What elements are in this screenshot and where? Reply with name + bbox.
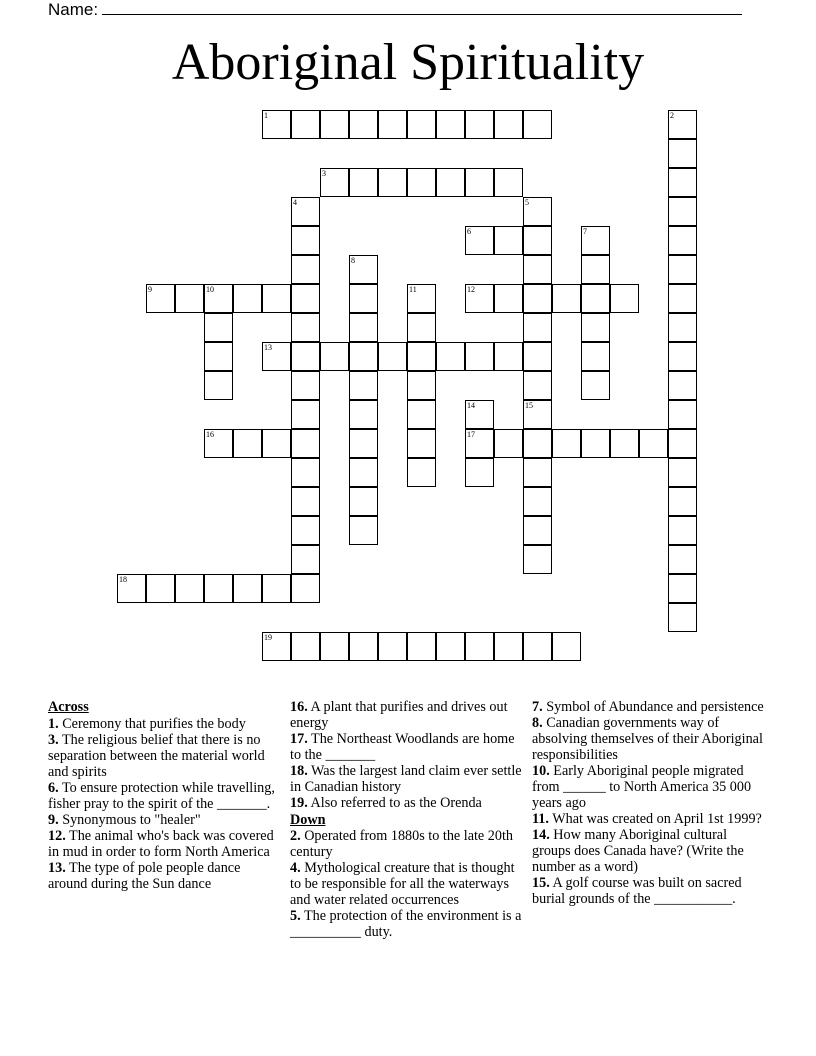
grid-cell[interactable] — [552, 429, 581, 458]
grid-cell[interactable] — [291, 197, 320, 226]
grid-cell[interactable] — [668, 313, 697, 342]
grid-cell[interactable] — [407, 458, 436, 487]
clue-across-1: 1. Ceremony that purifies the body — [48, 715, 246, 732]
grid-cell[interactable] — [494, 284, 523, 313]
grid-cell[interactable] — [523, 371, 552, 400]
grid-cell[interactable] — [349, 313, 378, 342]
grid-cell[interactable] — [523, 487, 552, 516]
clue-across-18: 18. Was the largest land claim ever settle in Canadian history — [290, 763, 522, 795]
grid-cell[interactable] — [349, 255, 378, 284]
grid-cell[interactable] — [465, 168, 494, 197]
grid-cell[interactable] — [175, 574, 204, 603]
down-heading: Down — [290, 811, 326, 828]
clue-number: 8 — [351, 256, 355, 265]
clue-across-12: 12. The animal who's back was covered in mud in order to form North America — [48, 828, 274, 861]
grid-cell[interactable] — [291, 110, 320, 139]
clues-column-1 — [48, 700, 278, 894]
grid-cell[interactable] — [291, 545, 320, 574]
grid-cell[interactable] — [494, 342, 523, 371]
clue-number: 13 — [264, 343, 272, 352]
grid-cell[interactable] — [291, 632, 320, 661]
grid-cell[interactable] — [523, 429, 552, 458]
grid-cell[interactable] — [639, 429, 668, 458]
grid-cell[interactable] — [465, 226, 494, 255]
clue-across-3: 3. The religious belief that there is no separation between the material world and spirits — [48, 732, 265, 780]
grid-cell[interactable] — [291, 429, 320, 458]
grid-cell[interactable] — [581, 429, 610, 458]
clue-down-11: 11. What was created on April 1st 1999? — [532, 811, 762, 828]
clue-down-15: 15. A golf course was built on sacred burial grounds of the ___________. — [532, 875, 742, 908]
clue-number: 9 — [148, 285, 152, 294]
grid-cell[interactable] — [291, 226, 320, 255]
grid-cell[interactable] — [349, 400, 378, 429]
clue-down-7: 7. Symbol of Abundance and persistence — [532, 699, 764, 715]
clue-number: 18 — [119, 575, 127, 584]
grid-cell[interactable] — [117, 574, 146, 603]
grid-cell[interactable] — [523, 545, 552, 574]
grid-cell[interactable] — [668, 458, 697, 487]
grid-cell[interactable] — [407, 313, 436, 342]
clue-number: 2 — [670, 111, 674, 120]
grid-cell[interactable] — [552, 632, 581, 661]
grid-cell[interactable] — [378, 632, 407, 661]
clue-number: 12 — [467, 285, 475, 294]
grid-cell[interactable] — [610, 429, 639, 458]
clue-number: 4 — [293, 198, 297, 207]
grid-cell[interactable] — [349, 458, 378, 487]
grid-cell[interactable] — [291, 255, 320, 284]
grid-cell[interactable] — [233, 429, 262, 458]
grid-cell[interactable] — [146, 284, 175, 313]
clue-down-10: 10. Early Aboriginal people migrated from ______ to North America 35 000 years ago — [532, 763, 752, 811]
clues-column-2 — [290, 700, 522, 941]
grid-cell[interactable] — [668, 371, 697, 400]
clue-down-14: 14. How many Aboriginal cultural groups does Canada have? (Write the number as a word) — [532, 827, 744, 875]
grid-cell[interactable] — [436, 110, 465, 139]
grid-cell[interactable] — [349, 342, 378, 371]
grid-cell[interactable] — [668, 255, 697, 284]
grid-cell[interactable] — [233, 574, 262, 603]
grid-cell[interactable] — [291, 371, 320, 400]
grid-cell[interactable] — [668, 110, 697, 139]
grid-cell[interactable] — [262, 110, 291, 139]
clue-number: 17 — [467, 430, 475, 439]
grid-cell[interactable] — [523, 516, 552, 545]
clue-number: 15 — [525, 401, 533, 410]
grid-cell[interactable] — [523, 342, 552, 371]
grid-cell[interactable] — [378, 110, 407, 139]
grid-cell[interactable] — [320, 110, 349, 139]
grid-cell[interactable] — [581, 284, 610, 313]
grid-cell[interactable] — [465, 110, 494, 139]
grid-cell[interactable] — [668, 574, 697, 603]
clue-number: 14 — [467, 401, 475, 410]
grid-cell[interactable] — [523, 255, 552, 284]
grid-cell[interactable] — [494, 110, 523, 139]
clue-down-4: 4. Mythological creature that is thought to be responsible for all the waterways and water related occurrences — [290, 860, 515, 909]
grid-cell[interactable] — [291, 487, 320, 516]
grid-cell[interactable] — [523, 197, 552, 226]
grid-cell[interactable] — [378, 168, 407, 197]
grid-cell[interactable] — [668, 400, 697, 429]
clue-number: 3 — [322, 169, 326, 178]
grid-cell[interactable] — [436, 168, 465, 197]
grid-cell[interactable] — [523, 110, 552, 139]
grid-cell[interactable] — [407, 632, 436, 661]
grid-cell[interactable] — [494, 226, 523, 255]
clue-number: 16 — [206, 430, 214, 439]
grid-cell[interactable] — [552, 284, 581, 313]
grid-cell[interactable] — [581, 255, 610, 284]
grid-cell[interactable] — [523, 458, 552, 487]
grid-cell[interactable] — [262, 632, 291, 661]
grid-cell[interactable] — [465, 429, 494, 458]
clue-number: 1 — [264, 111, 268, 120]
grid-cell[interactable] — [668, 429, 697, 458]
grid-cell[interactable] — [262, 342, 291, 371]
grid-cell[interactable] — [407, 342, 436, 371]
grid-cell[interactable] — [262, 284, 291, 313]
grid-cell[interactable] — [349, 284, 378, 313]
clue-across-9: 9. Synonymous to "healer" — [48, 812, 201, 829]
grid-cell[interactable] — [581, 371, 610, 400]
grid-cell[interactable] — [291, 313, 320, 342]
grid-cell[interactable] — [436, 342, 465, 371]
clue-across-16: 16. A plant that purifies and drives out energy — [290, 699, 508, 731]
grid-cell[interactable] — [233, 284, 262, 313]
grid-cell[interactable] — [262, 429, 291, 458]
grid-cell[interactable] — [204, 342, 233, 371]
grid-cell[interactable] — [668, 487, 697, 516]
grid-cell[interactable] — [320, 342, 349, 371]
grid-cell[interactable] — [349, 168, 378, 197]
grid-cell[interactable] — [523, 284, 552, 313]
grid-cell[interactable] — [668, 545, 697, 574]
grid-cell[interactable] — [465, 458, 494, 487]
clue-number: 19 — [264, 633, 272, 642]
grid-cell[interactable] — [523, 313, 552, 342]
grid-cell[interactable] — [465, 342, 494, 371]
grid-cell[interactable] — [523, 400, 552, 429]
grid-cell[interactable] — [668, 516, 697, 545]
grid-cell[interactable] — [407, 371, 436, 400]
grid-cell[interactable] — [204, 574, 233, 603]
clue-across-13: 13. The type of pole people dance around during the Sun dance — [48, 860, 241, 893]
grid-cell[interactable] — [204, 429, 233, 458]
grid-cell[interactable] — [407, 400, 436, 429]
across-heading: Across — [48, 699, 89, 715]
clue-number: 10 — [206, 285, 214, 294]
grid-cell[interactable] — [291, 458, 320, 487]
grid-cell[interactable] — [407, 284, 436, 313]
grid-cell[interactable] — [378, 342, 407, 371]
grid-cell[interactable] — [668, 342, 697, 371]
grid-cell[interactable] — [175, 284, 204, 313]
grid-cell[interactable] — [610, 284, 639, 313]
grid-cell[interactable] — [668, 197, 697, 226]
grid-cell[interactable] — [204, 371, 233, 400]
grid-cell[interactable] — [204, 313, 233, 342]
clue-number: 7 — [583, 227, 587, 236]
grid-cell[interactable] — [291, 342, 320, 371]
grid-cell[interactable] — [494, 429, 523, 458]
grid-cell[interactable] — [581, 342, 610, 371]
grid-cell[interactable] — [407, 110, 436, 139]
grid-cell[interactable] — [523, 226, 552, 255]
grid-cell[interactable] — [494, 168, 523, 197]
grid-cell[interactable] — [668, 603, 697, 632]
grid-cell[interactable] — [494, 632, 523, 661]
grid-cell[interactable] — [668, 139, 697, 168]
clue-number: 5 — [525, 198, 529, 207]
grid-cell[interactable] — [146, 574, 175, 603]
grid-cell[interactable] — [262, 574, 291, 603]
grid-cell[interactable] — [291, 284, 320, 313]
grid-cell[interactable] — [436, 632, 465, 661]
grid-cell[interactable] — [581, 226, 610, 255]
page-title: Aboriginal Spirituality — [171, 34, 645, 91]
clue-number: 11 — [409, 285, 417, 294]
grid-cell[interactable] — [465, 400, 494, 429]
grid-cell[interactable] — [291, 516, 320, 545]
clue-down-8: 8. Canadian governments way of absolving themselves of their Aboriginal responsibilities — [532, 715, 763, 763]
grid-cell[interactable] — [349, 516, 378, 545]
grid-cell[interactable] — [349, 632, 378, 661]
clue-across-17: 17. The Northeast Woodlands are home to the _______ — [290, 731, 515, 763]
grid-cell[interactable] — [407, 429, 436, 458]
grid-cell[interactable] — [320, 632, 349, 661]
clue-number: 6 — [467, 227, 471, 236]
grid-cell[interactable] — [668, 168, 697, 197]
grid-cell[interactable] — [291, 574, 320, 603]
grid-cell[interactable] — [204, 284, 233, 313]
grid-cell[interactable] — [349, 429, 378, 458]
grid-cell[interactable] — [291, 400, 320, 429]
grid-cell[interactable] — [465, 632, 494, 661]
grid-cell[interactable] — [581, 313, 610, 342]
clue-across-19: 19. Also referred to as the Orenda — [290, 795, 482, 812]
grid-cell[interactable] — [349, 110, 378, 139]
clue-down-2: 2. Operated from 1880s to the late 20th century — [290, 828, 514, 861]
grid-cell[interactable] — [349, 487, 378, 516]
grid-cell[interactable] — [320, 168, 349, 197]
grid-cell[interactable] — [465, 284, 494, 313]
clue-down-5: 5. The protection of the environment is a __________ duty. — [290, 908, 522, 941]
grid-cell[interactable] — [668, 226, 697, 255]
name-label: Name: — [48, 0, 99, 19]
grid-cell[interactable] — [668, 284, 697, 313]
clue-across-6: 6. To ensure protection while travelling, fisher pray to the spirit of the _______. — [48, 779, 275, 812]
grid-cell[interactable] — [407, 168, 436, 197]
clues-column-3 — [532, 700, 768, 908]
grid-cell[interactable] — [349, 371, 378, 400]
grid-cell[interactable] — [523, 632, 552, 661]
